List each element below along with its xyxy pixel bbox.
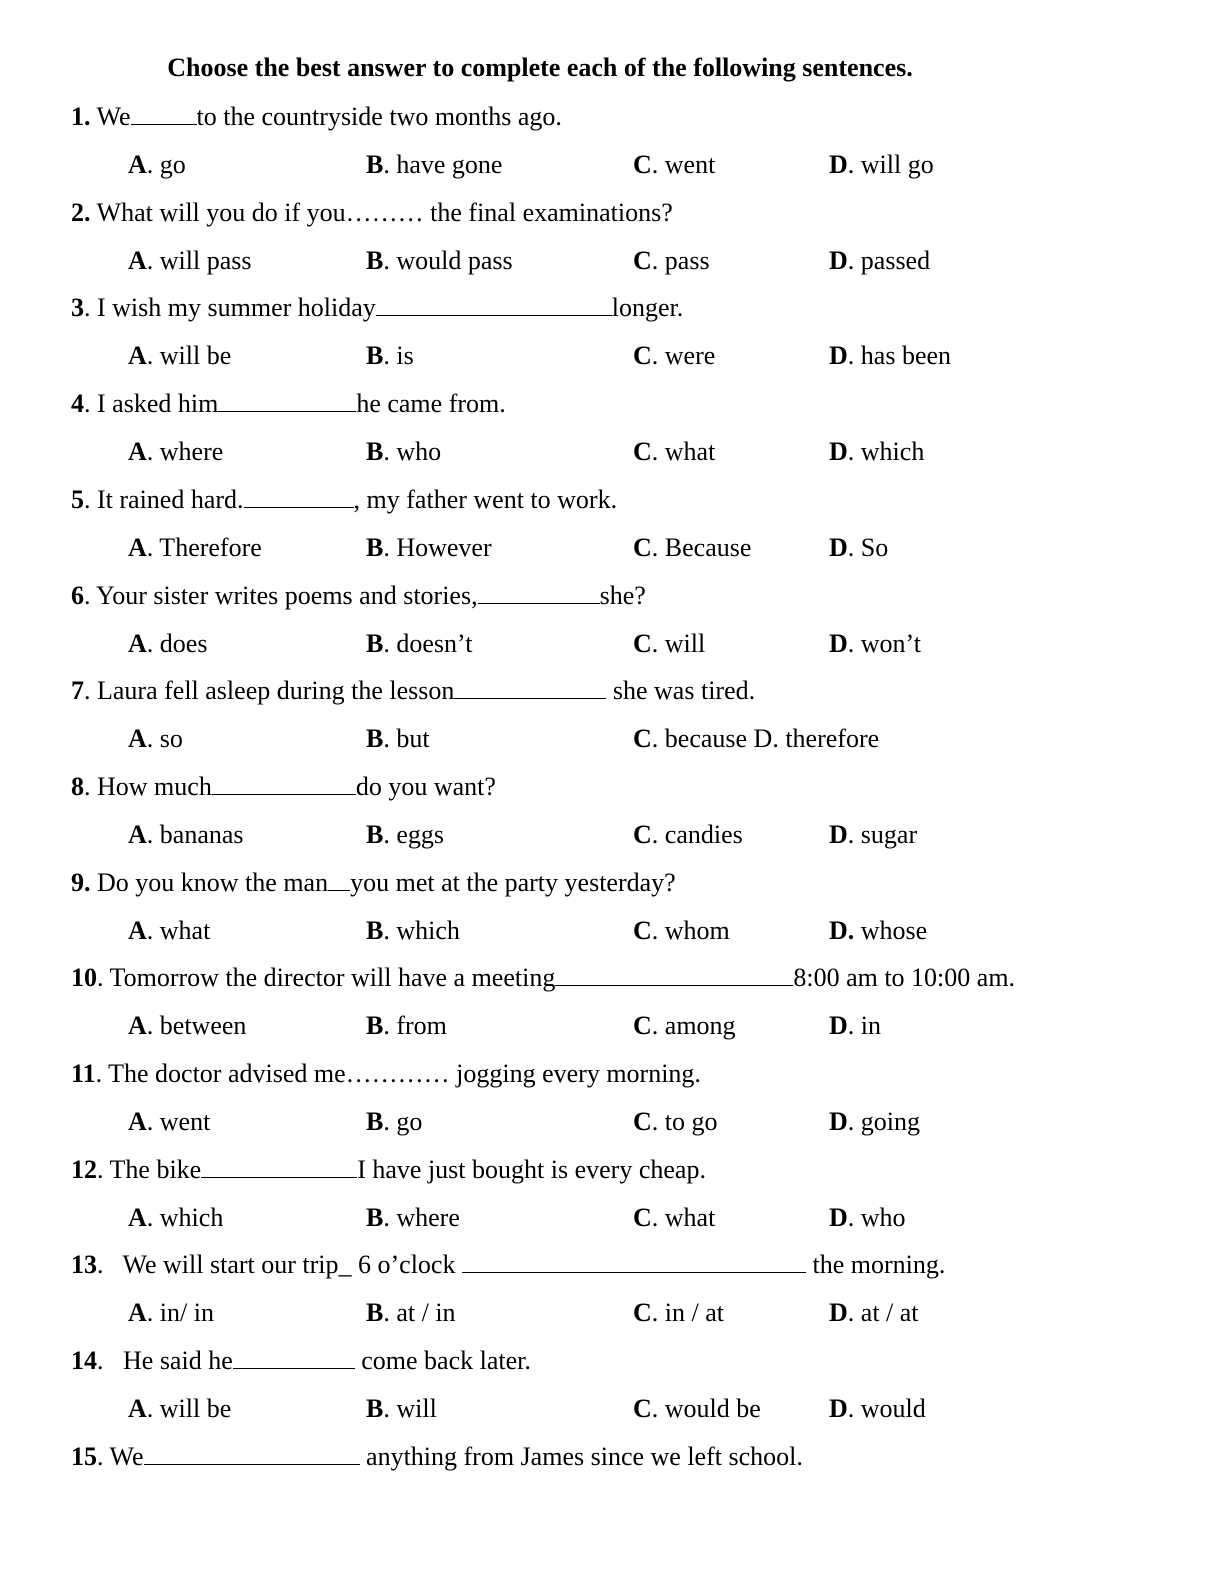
option-8-c[interactable]	[633, 818, 743, 852]
option-10-a[interactable]	[128, 1009, 246, 1043]
answer-blank[interactable]	[376, 293, 612, 316]
question-number: 13	[71, 1250, 97, 1279]
option-letter: C	[633, 437, 652, 466]
option-letter: B	[366, 150, 384, 179]
option-text: . However	[383, 533, 492, 562]
question-3	[71, 291, 683, 325]
question-2	[71, 196, 673, 230]
option-text: . because D. therefore	[651, 724, 880, 753]
option-text: . sugar	[847, 820, 918, 849]
option-5-d[interactable]	[829, 531, 888, 565]
option-9-d[interactable]	[829, 914, 927, 948]
question-text-after: do you want?	[355, 772, 496, 801]
option-text: . is	[383, 341, 414, 370]
question-number: 5	[71, 485, 84, 514]
option-8-b[interactable]	[366, 818, 444, 852]
option-3-a[interactable]	[128, 339, 231, 373]
question-7	[71, 674, 755, 708]
question-text-before: . Your sister writes poems and stories,	[84, 581, 478, 610]
question-text-before: . Laura fell asleep during the lesson	[84, 676, 455, 705]
option-5-b[interactable]	[366, 531, 492, 565]
question-text-after: the morning.	[805, 1250, 946, 1279]
option-letter: A	[128, 724, 147, 753]
option-letter: B	[366, 1011, 384, 1040]
question-1	[71, 100, 562, 134]
question-text-before: Do you know the man	[90, 868, 329, 897]
option-letter: C	[633, 1203, 652, 1232]
answer-blank[interactable]	[201, 1155, 357, 1178]
question-text-after: anything from James since we left school.	[359, 1442, 803, 1471]
option-letter: C	[633, 1011, 652, 1040]
option-12-b[interactable]	[366, 1201, 460, 1235]
option-letter: A	[128, 1298, 147, 1327]
option-letter: C	[633, 629, 652, 658]
option-6-c[interactable]	[633, 627, 705, 661]
question-number: 11	[71, 1059, 96, 1088]
option-letter: D	[829, 150, 848, 179]
option-13-b[interactable]	[366, 1296, 456, 1330]
question-text-after: , my father went to work.	[353, 485, 618, 514]
option-letter: D	[829, 533, 848, 562]
option-11-a[interactable]	[128, 1105, 210, 1139]
option-10-c[interactable]	[633, 1009, 736, 1043]
question-number: 6	[71, 581, 84, 610]
question-text-after: he came from.	[356, 389, 506, 418]
option-7-c[interactable]	[633, 722, 879, 756]
option-text: . So	[847, 533, 889, 562]
question-text-before: . We will start our trip_ 6 o’clock	[97, 1250, 462, 1279]
question-text-before: . We	[97, 1442, 144, 1471]
option-text: . candies	[651, 820, 743, 849]
question-12	[71, 1153, 706, 1187]
option-letter: D	[829, 820, 848, 849]
question-number: 4	[71, 389, 84, 418]
answer-blank[interactable]	[462, 1250, 806, 1273]
option-text: . would be	[651, 1394, 761, 1423]
option-9-c[interactable]	[633, 914, 730, 948]
option-text: . go	[383, 1107, 423, 1136]
option-text: . where	[146, 437, 224, 466]
question-number: 10	[71, 963, 97, 992]
option-letter: A	[128, 820, 147, 849]
option-letter: C	[633, 246, 652, 275]
option-text: . at / at	[847, 1298, 919, 1327]
question-text-before: . How much	[84, 772, 212, 801]
option-letter: D	[829, 1203, 848, 1232]
option-14-c[interactable]	[633, 1392, 761, 1426]
option-text: . doesn’t	[383, 629, 473, 658]
option-text: . has been	[847, 341, 952, 370]
option-8-a[interactable]	[128, 818, 244, 852]
question-9	[71, 866, 676, 900]
option-text: . between	[146, 1011, 247, 1040]
option-14-d[interactable]	[829, 1392, 926, 1426]
option-letter: D	[829, 1011, 848, 1040]
option-letter: B	[366, 1107, 384, 1136]
answer-blank[interactable]	[454, 676, 606, 699]
option-4-a[interactable]	[128, 435, 223, 469]
question-text-after: longer.	[611, 293, 684, 322]
option-letter: B	[366, 341, 384, 370]
option-text: . does	[146, 629, 208, 658]
option-letter: D.	[829, 916, 855, 945]
option-letter: D	[829, 1298, 848, 1327]
answer-blank[interactable]	[131, 102, 197, 125]
option-4-c[interactable]	[633, 435, 715, 469]
option-letter: A	[128, 533, 147, 562]
option-text: . whom	[651, 916, 730, 945]
option-text: . at / in	[383, 1298, 456, 1327]
option-1-a[interactable]	[128, 148, 186, 182]
question-text-before: We	[90, 102, 131, 131]
option-letter: A	[128, 341, 147, 370]
question-10	[71, 961, 1015, 995]
option-13-a[interactable]	[128, 1296, 214, 1330]
option-text: . Therefore	[146, 533, 262, 562]
option-text: . who	[847, 1203, 906, 1232]
option-2-c[interactable]	[633, 244, 710, 278]
option-text: . which	[383, 916, 460, 945]
question-number: 3	[71, 293, 84, 322]
option-text: . will be	[146, 341, 232, 370]
option-text: . will	[383, 1394, 437, 1423]
option-6-a[interactable]	[128, 627, 207, 661]
question-text-after: 8:00 am to 10:00 am.	[793, 963, 1016, 992]
option-letter: B	[366, 1203, 384, 1232]
answer-blank[interactable]	[244, 485, 354, 508]
question-text-before: What will you do if you……… the final examinations?	[90, 198, 673, 227]
option-2-d[interactable]	[829, 244, 930, 278]
question-5	[71, 483, 617, 517]
option-letter: A	[128, 1011, 147, 1040]
option-letter: A	[128, 1203, 147, 1232]
question-text-after: come back later.	[354, 1346, 531, 1375]
option-4-d[interactable]	[829, 435, 924, 469]
answer-blank[interactable]	[233, 1346, 355, 1369]
option-text: . in	[847, 1011, 882, 1040]
question-number: 8	[71, 772, 84, 801]
option-letter: C	[633, 1107, 652, 1136]
question-text-after: I have just bought is every cheap.	[357, 1155, 706, 1184]
question-number: 15	[71, 1442, 97, 1471]
question-number: 2.	[71, 198, 91, 227]
option-text: . bananas	[146, 820, 244, 849]
answer-blank[interactable]	[144, 1442, 360, 1465]
option-text: . passed	[847, 246, 931, 275]
option-12-a[interactable]	[128, 1201, 223, 1235]
option-letter: C	[633, 533, 652, 562]
question-text-before: . I wish my summer holiday	[84, 293, 376, 322]
option-text: . would pass	[383, 246, 513, 275]
option-3-b[interactable]	[366, 339, 414, 373]
question-text-before: . The bike	[97, 1155, 202, 1184]
question-text-before: . The doctor advised me………… jogging every morning.	[95, 1059, 701, 1088]
question-15	[71, 1440, 803, 1474]
option-3-c[interactable]	[633, 339, 715, 373]
option-6-b[interactable]	[366, 627, 472, 661]
option-9-b[interactable]	[366, 914, 460, 948]
option-13-d[interactable]	[829, 1296, 919, 1330]
question-number: 9.	[71, 868, 91, 897]
question-4	[71, 387, 506, 421]
answer-blank[interactable]	[328, 868, 350, 891]
option-text: . among	[651, 1011, 736, 1040]
option-11-d[interactable]	[829, 1105, 920, 1139]
option-letter: B	[366, 1394, 384, 1423]
option-8-d[interactable]	[829, 818, 917, 852]
option-10-b[interactable]	[366, 1009, 447, 1043]
option-text: whose	[854, 916, 928, 945]
page-title: Choose the best answer to complete each of the following sentences.	[167, 53, 913, 82]
option-text: . in/ in	[146, 1298, 214, 1327]
option-text: . were	[651, 341, 716, 370]
option-text: . won’t	[847, 629, 921, 658]
question-8	[71, 770, 496, 804]
option-letter: C	[633, 916, 652, 945]
option-text: . will pass	[146, 246, 252, 275]
option-text: . which	[847, 437, 925, 466]
option-12-c[interactable]	[633, 1201, 715, 1235]
option-12-d[interactable]	[829, 1201, 906, 1235]
option-letter: C	[633, 820, 652, 849]
option-letter: C	[633, 341, 652, 370]
option-letter: B	[366, 916, 384, 945]
option-text: . will be	[146, 1394, 232, 1423]
question-number: 14	[71, 1346, 97, 1375]
option-text: . go	[146, 150, 186, 179]
option-letter: A	[128, 437, 147, 466]
option-letter: B	[366, 724, 384, 753]
option-text: . went	[651, 150, 716, 179]
question-number: 12	[71, 1155, 97, 1184]
option-text: . what	[651, 437, 716, 466]
option-letter: A	[128, 1394, 147, 1423]
question-text-after: she?	[599, 581, 646, 610]
option-7-a[interactable]	[128, 722, 183, 756]
option-letter: B	[366, 1298, 384, 1327]
option-6-d[interactable]	[829, 627, 921, 661]
option-letter: D	[829, 1107, 848, 1136]
option-text: . but	[383, 724, 430, 753]
option-7-b[interactable]	[366, 722, 430, 756]
option-letter: D	[829, 629, 848, 658]
option-letter: C	[633, 1298, 652, 1327]
question-13	[71, 1248, 945, 1282]
option-text: . have gone	[383, 150, 503, 179]
option-letter: A	[128, 150, 147, 179]
option-text: . Because	[651, 533, 752, 562]
option-text: . so	[146, 724, 183, 753]
answer-blank[interactable]	[212, 772, 356, 795]
option-text: . from	[383, 1011, 447, 1040]
option-text: . went	[146, 1107, 211, 1136]
option-letter: A	[128, 916, 147, 945]
option-letter: D	[829, 341, 848, 370]
option-text: . will	[651, 629, 706, 658]
option-5-a[interactable]	[128, 531, 262, 565]
question-text-after: she was tired.	[606, 676, 756, 705]
question-11	[71, 1057, 701, 1091]
option-11-b[interactable]	[366, 1105, 422, 1139]
option-letter: A	[128, 246, 147, 275]
option-letter: B	[366, 246, 384, 275]
question-text-before: . It rained hard.	[84, 485, 244, 514]
option-text: . in / at	[651, 1298, 724, 1327]
question-text-before: . He said he	[97, 1346, 233, 1375]
question-text-after: you met at the party yesterday?	[350, 868, 676, 897]
option-letter: B	[366, 629, 384, 658]
option-letter: A	[128, 629, 147, 658]
option-9-a[interactable]	[128, 914, 210, 948]
option-letter: C	[633, 150, 652, 179]
answer-blank[interactable]	[218, 389, 356, 412]
answer-blank[interactable]	[555, 963, 793, 986]
option-text: . would	[847, 1394, 926, 1423]
option-text: . going	[847, 1107, 921, 1136]
option-letter: B	[366, 437, 384, 466]
option-letter: D	[829, 246, 848, 275]
option-text: . pass	[651, 246, 710, 275]
question-text-before: . I asked him	[84, 389, 219, 418]
question-number: 1.	[71, 102, 91, 131]
option-4-b[interactable]	[366, 435, 441, 469]
option-14-b[interactable]	[366, 1392, 437, 1426]
option-text: . to go	[651, 1107, 718, 1136]
option-14-a[interactable]	[128, 1392, 231, 1426]
question-number: 7	[71, 676, 84, 705]
option-5-c[interactable]	[633, 531, 751, 565]
option-letter: C	[633, 724, 652, 753]
option-text: . eggs	[383, 820, 445, 849]
question-14	[71, 1344, 531, 1378]
option-letter: A	[128, 1107, 147, 1136]
option-13-c[interactable]	[633, 1296, 724, 1330]
option-text: . what	[146, 916, 211, 945]
question-text-after: to the countryside two months ago.	[196, 102, 562, 131]
option-text: . who	[383, 437, 442, 466]
option-letter: D	[829, 437, 848, 466]
answer-blank[interactable]	[478, 581, 600, 604]
option-text: . where	[383, 1203, 460, 1232]
option-text: . which	[146, 1203, 224, 1232]
option-letter: C	[633, 1394, 652, 1423]
option-1-b[interactable]	[366, 148, 502, 182]
option-3-d[interactable]	[829, 339, 951, 373]
question-text-before: . Tomorrow the director will have a meeting	[97, 963, 556, 992]
option-2-b[interactable]	[366, 244, 513, 278]
option-1-c[interactable]	[633, 148, 715, 182]
option-text: . what	[651, 1203, 716, 1232]
option-letter: B	[366, 533, 384, 562]
option-letter: D	[829, 1394, 848, 1423]
option-text: . will go	[847, 150, 934, 179]
option-1-d[interactable]	[829, 148, 934, 182]
question-6	[71, 579, 646, 613]
option-11-c[interactable]	[633, 1105, 718, 1139]
option-10-d[interactable]	[829, 1009, 881, 1043]
option-letter: B	[366, 820, 384, 849]
option-2-a[interactable]	[128, 244, 252, 278]
